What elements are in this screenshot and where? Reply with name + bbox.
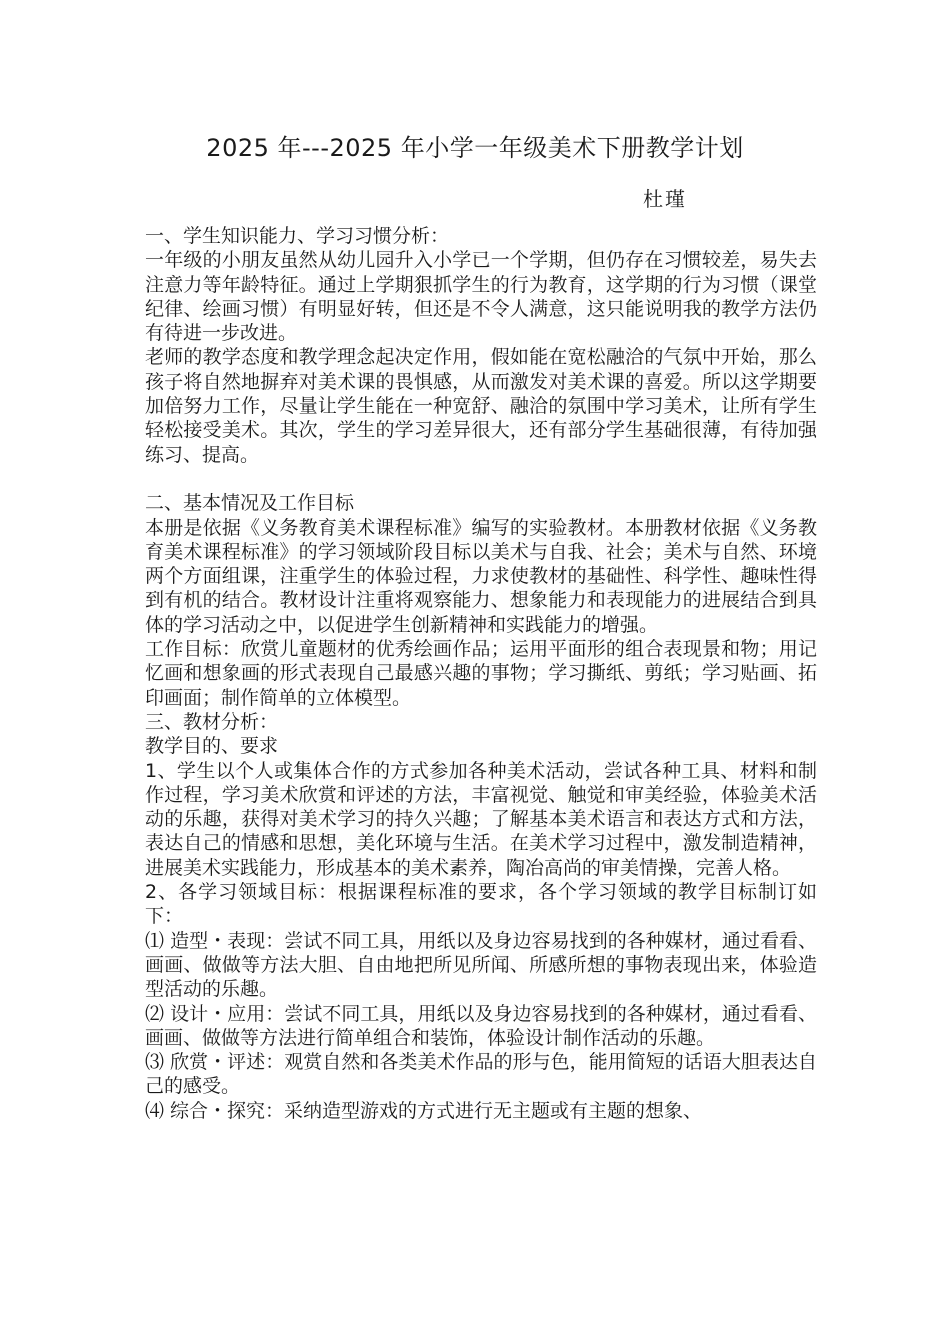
paragraph: 1、学生以个人或集体合作的方式参加各种美术活动，尝试各种工具、材料和制作过程，学习美术欣赏和评述的方法，丰富视觉、触觉和审美经验，体验美术活动的乐趣，获得对美术学习的持久兴趣；了解基本美术语言和表达方式和方法，表达自己的情感和思想，美化环境与生活。在美术学习过程中，激发制造精神，进展美术实践能力，形成基本的美术素养，陶冶高尚的审美情操，完善人格。 — [145, 759, 817, 879]
section-heading: 三、教材分析： — [145, 710, 279, 733]
paragraph: 2、各学习领域目标：根据课程标准的要求，各个学习领域的教学目标制订如下： — [145, 881, 817, 928]
document-body — [145, 224, 817, 1123]
list-item: ⑴ 造型・表现：尝试不同工具，用纸以及身边容易找到的各种媒材，通过看看、画画、做做等方法大胆、自由地把所见所闻、所感所想的事物表现出来，体验造型活动的乐趣。 — [145, 929, 817, 1001]
list-item: ⑷ 综合・探究：采纳造型游戏的方式进行无主题或有主题的想象、 — [145, 1099, 703, 1122]
paragraph: 老师的教学态度和教学理念起决定作用，假如能在宽松融洽的气氛中开始，那么孩子将自然地摒弃对美术课的畏惧感，从而激发对美术课的喜爱。所以这学期要加倍努力工作，尽量让学生能在一种宽舒、融洽的氛围中学习美术，让所有学生轻松接受美术。其次，学生的学习差异很大，还有部分学生基础很薄，有待加强练习、提高。 — [145, 346, 817, 466]
list-item: ⑶ 欣赏・评述：观赏自然和各类美术作品的形与色，能用简短的话语大胆表达自己的感受。 — [145, 1051, 817, 1098]
document-title: 2025 年---2025 年小学一年级美术下册教学计划 — [206, 134, 744, 162]
author-name: 杜瑾 — [643, 187, 687, 211]
subheading: 教学目的、要求 — [145, 735, 279, 758]
paragraph: 工作目标：欣赏儿童题材的优秀绘画作品；运用平面形的组合表现景和物；用记忆画和想象画的形式表现自己最感兴趣的事物；学习撕纸、剪纸；学习贴画、拓印画面；制作简单的立体模型。 — [145, 638, 817, 709]
blank-line — [145, 467, 817, 491]
paragraph: 本册是依据《义务教育美术课程标准》编写的实验教材。本册教材依据《义务教育美术课程标准》的学习领域阶段目标以美术与自我、社会；美术与自然、环境两个方面组课，注重学生的体验过程，力求使教材的基础性、科学性、趣味性得到有机的结合。教材设计注重将观察能力、想象能力和表现能力的进展结合到具体的学习活动之中，以促进学生创新精神和实践能力的增强。 — [145, 516, 817, 636]
paragraph: 一年级的小朋友虽然从幼儿园升入小学已一个学期，但仍存在习惯较差，易失去注意力等年龄特征。通过上学期狠抓学生的行为教育，这学期的行为习惯（课堂纪律、绘画习惯）有明显好转，但还是不令人满意，这只能说明我的教学方法仍有待进一步改进。 — [145, 249, 817, 345]
list-item: ⑵ 设计・应用：尝试不同工具，用纸以及身边容易找到的各种媒材，通过看看、画画、做做等方法进行简单组合和装饰，体验设计制作活动的乐趣。 — [145, 1002, 817, 1049]
section-heading: 一、学生知识能力、学习习惯分析： — [145, 225, 450, 247]
section-heading: 二、基本情况及工作目标 — [145, 492, 355, 515]
